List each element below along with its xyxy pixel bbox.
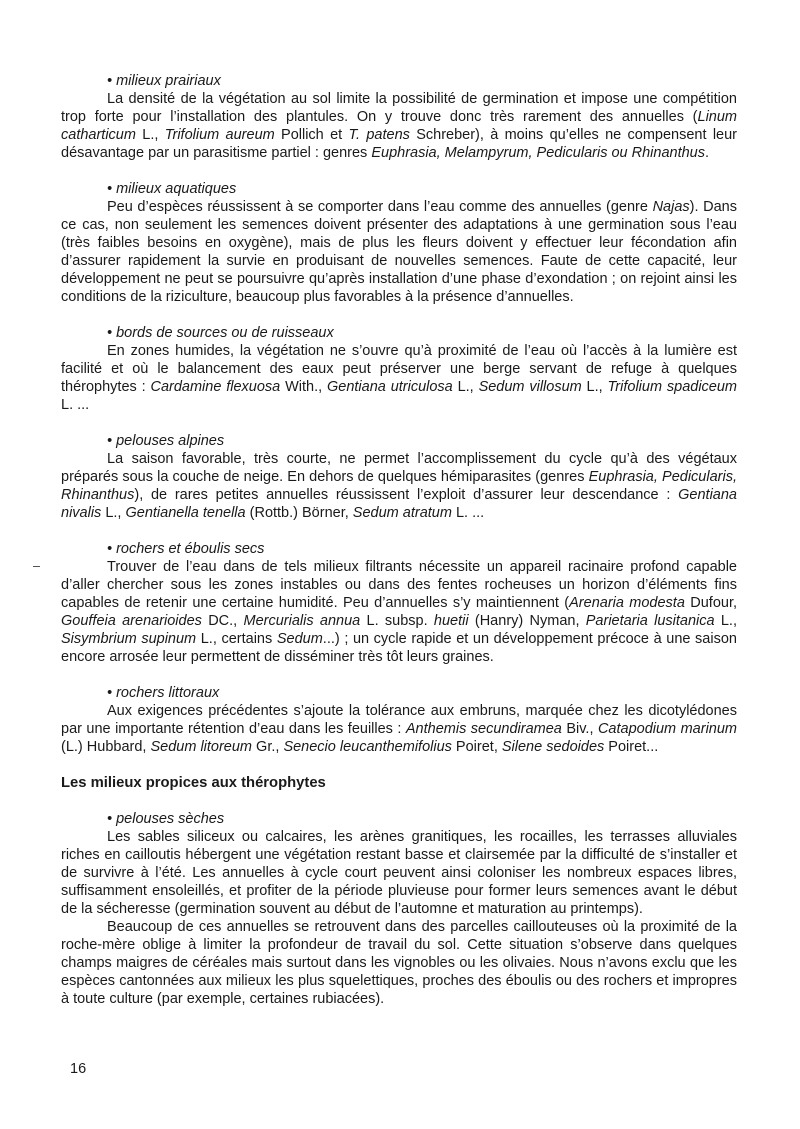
section: [61, 540, 737, 666]
paragraph: Trouver de l’eau dans de tels milieux filtrants nécessite un appareil racinaire profond capable d’aller chercher sous les zones instables ou dans des fentes rocheuses un horizon d’éléments fins capables de retenir une certaine humidité. Peu d’annuelles s’y maintiennent (Arenaria modesta Dufour, Gouffeia arenarioides DC., Mercurialis annua L. subsp. huetii (Hanry) Nyman, Parietaria lusitanica L., Sisymbrium supinum L., certains Sedum...) ; un cycle rapide et un développement précoce à une saison encore arrosée leur permettent de disséminer très tôt leurs graines.: [61, 559, 738, 665]
section-heading: • pelouses alpines: [107, 433, 225, 449]
paragraph: En zones humides, la végétation ne s’ouvre qu’à proximité de l’eau où l’accès à la lumière est facilité et où le balancement des eaux peut préserver une berge servant de refuge à quelques thérophytes : Cardamine flexuosa With., Gentiana utriculosa L., Sedum villosum L., Trifolium spadiceum L. ...: [61, 343, 738, 413]
section: [61, 180, 737, 306]
section-heading: • rochers et éboulis secs: [107, 541, 265, 557]
section: [61, 72, 737, 162]
margin-mark: [33, 566, 40, 567]
section-heading: • pelouses sèches: [107, 811, 225, 827]
sections-after: [61, 810, 737, 1008]
section: [61, 324, 737, 414]
paragraph: Peu d’espèces réussissent à se comporter dans l’eau comme des annuelles (genre Najas). Dans ce cas, non seulement les semences doivent présenter des adaptations à une germination sous l’eau (très faibles besoins en oxygène), mais de plus les fleurs doivent y effectuer leur fécondation afin d’assurer rapidement la survie en produisant de nouvelles semences. Faute de cette capacité, leur développement ne peut se poursuivre qu’après installation d’une phase d’exondation ; on rejoint ainsi les conditions de la riziculture, beaucoup plus favorables à la présence d’annuelles.: [61, 199, 737, 305]
sections-before: [61, 72, 737, 756]
paragraph: Aux exigences précédentes s’ajoute la tolérance aux embruns, marquée chez les dicotylédones par une importante rétention d’eau dans les feuilles : Anthemis secundiramea Biv., Catapodium marinum (L.) Hubbard, Sedum litoreum Gr., Senecio leucanthemifolius Poiret, Silene sedoides Poiret...: [61, 703, 738, 755]
section-heading: • bords de sources ou de ruisseaux: [107, 325, 334, 341]
section-heading: • milieux aquatiques: [107, 181, 237, 197]
section: [61, 684, 737, 756]
section-heading: • milieux prairiaux: [107, 73, 221, 89]
document-page: [61, 72, 737, 1026]
section: [61, 432, 737, 522]
paragraph: La densité de la végétation au sol limite la possibilité de germination et impose une compétition trop forte pour l’installation des plantules. On y trouve donc très rarement des annuelles (Linum catharticum L., Trifolium aureum Pollich et T. patens Schreber), à moins qu’elles ne compensent leur désavantage par un parasitisme partiel : genres Euphrasia, Melampyrum, Pedicularis ou Rhinanthus.: [61, 91, 738, 161]
page-number: 16: [70, 1061, 87, 1077]
section-title: Les milieux propices aux thérophytes: [61, 775, 326, 791]
paragraph: La saison favorable, très courte, ne permet l’accomplissement du cycle qu’à des végétaux préparés sous la couche de neige. En dehors de quelques hémiparasites (genres Euphrasia, Pedicularis, Rhinanthus), de rares petites annuelles réussissent l’exploit d’assurer leur descendance : Gentiana nivalis L., Gentianella tenella (Rottb.) Börner, Sedum atratum L. ...: [61, 451, 737, 521]
paragraph: Les sables siliceux ou calcaires, les arènes granitiques, les rocailles, les terrasses alluviales riches en cailloutis hébergent une végétation restant basse et clairsemée par la difficulté de s’installer et de survivre à l’été. Les annuelles à cycle court peuvent ainsi coloniser les nombreux espaces libres, suffisamment ensoleillés, et profiter de la période pluvieuse pour former leurs semences avant le début de la sécheresse (germination souvent au début de l’automne et maturation au printemps).: [61, 829, 737, 917]
section: [61, 810, 737, 1008]
section-heading: • rochers littoraux: [107, 685, 220, 701]
paragraph: Beaucoup de ces annuelles se retrouvent dans des parcelles caillouteuses où la proximité de la roche-mère oblige à limiter la profondeur de travail du sol. Cette situation s’observe dans quelques champs maigres de céréales mais surtout dans les vignobles ou les olivaies. Nous n’avons exclu que les espèces cantonnées aux milieux les plus squelettiques, proches des éboulis ou des rochers et impropres à toute culture (par exemple, certaines rubiacées).: [61, 919, 737, 1007]
